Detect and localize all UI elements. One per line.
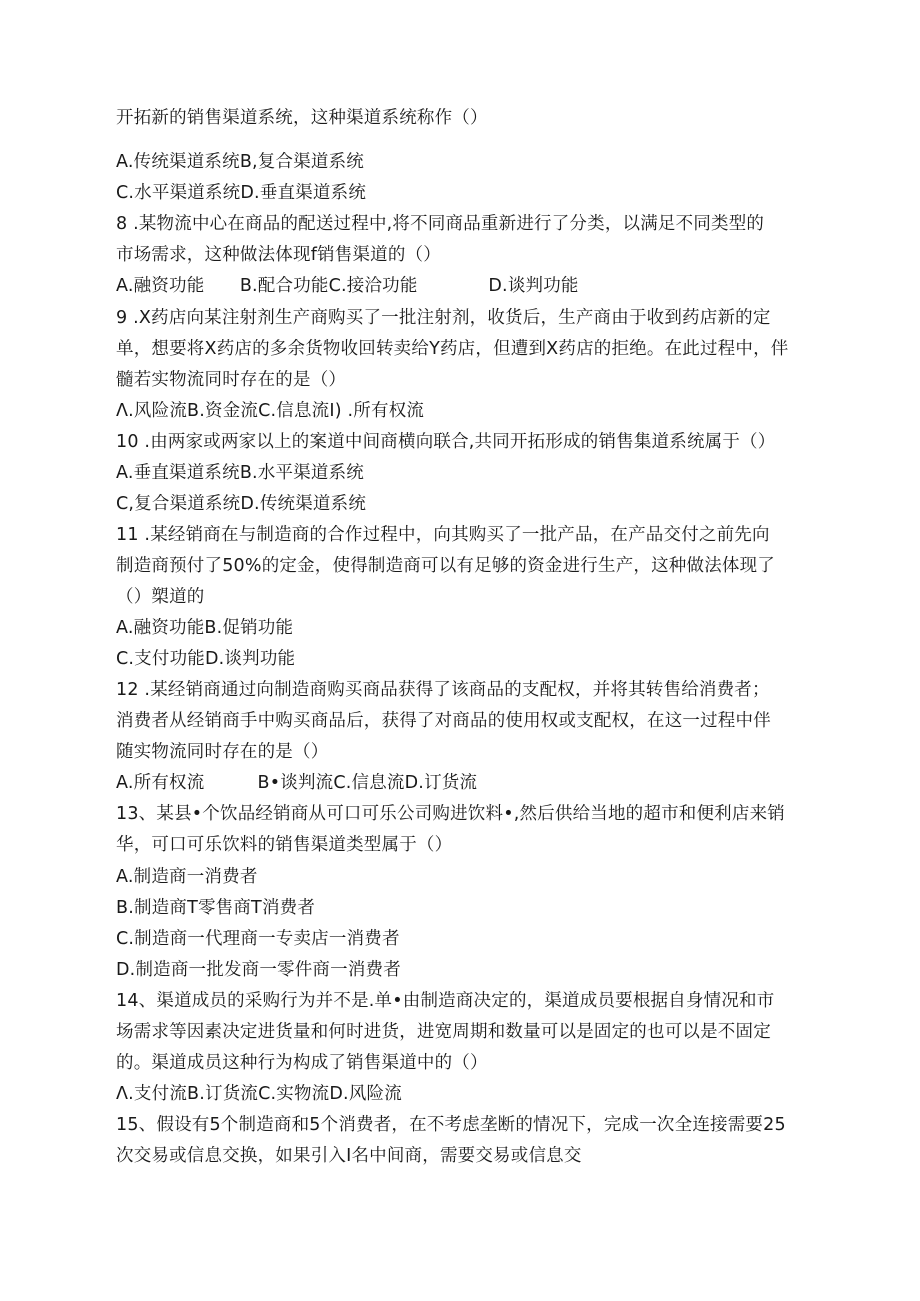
question-8: 8 .某物流中心在商品的配送过程中,将不同商品重新进行了分类，以满足不同类型的 (116, 214, 765, 234)
option-line: C,复合渠道系统D.传统渠道系统 (116, 494, 367, 514)
text-line: 的。渠道成员这种行为构成了销售渠道中的（） (116, 1053, 488, 1073)
option-line: C.制造商一代理商一专卖店一消费者 (116, 929, 400, 949)
text-line: 制造商预付了50%的定金，使得制造商可以有足够的资金进行生产，这种做法体现了 (116, 556, 775, 576)
question-14: 14、渠道成员的采购行为并不是.单•由制造商决定的，渠道成员要根据自身情况和市 (116, 991, 775, 1011)
text-line: 场需求等因素决定进货量和何时进货，进宽周期和数量可以是固定的也可以是不固定 (116, 1022, 771, 1042)
question-13: 13、某县•个饮品经销商从可口可乐公司购进饮料•,然后供给当地的超市和便利店来销 (116, 804, 785, 824)
option-line: Λ.支付流B.订货流C.实物流D.风险流 (116, 1084, 402, 1104)
option-line: C.支付功能D.谈判功能 (116, 649, 296, 669)
text-line: 髓若实物流同时存在的是（） (116, 370, 347, 390)
option-line: A.所有权流 B•谈判流C.信息流D.订货流 (116, 773, 478, 793)
option-line: A.融资功能B.促销功能 (116, 618, 294, 638)
question-15: 15、假设有5个制造商和5个消费者，在不考虑垄断的情况下，完成一次全连接需要25 (116, 1115, 786, 1135)
text-line: 开拓新的销售渠道系统，这种渠道系统称作（） (116, 108, 488, 128)
question-9: 9 .X药店向某注射剂生产商购买了一批注射剂，收货后，生产商由于收到药店新的定 (116, 308, 771, 328)
option-line: A.融资功能 B.配合功能C.接洽功能 D.谈判功能 (116, 276, 579, 296)
text-line: 随实物流同时存在的是（） (116, 742, 329, 762)
question-10: 10 .由两家或两家以上的案道中间商横向联合,共同开拓形成的销售集道系统属于（） (116, 432, 776, 452)
question-11: 11 .某经销商在与制造商的合作过程中，向其购买了一批产品，在产品交付之前先向 (116, 525, 770, 545)
text-line: 次交易或信息交换，如果引入I名中间商，需要交易或信息交 (116, 1146, 582, 1166)
text-line: 华，可口可乐饮料的销售渠道类型属于（） (116, 835, 453, 855)
option-line: A.制造商一消费者 (116, 867, 258, 887)
text-line: 市场需求，这种做法体现f销售渠道的（） (116, 245, 441, 265)
option-line: B.制造商T零售商T消费者 (116, 898, 316, 918)
option-line: Λ.风险流B.资金流C.信息流I) .所有权流 (116, 401, 425, 421)
option-line: D.制造商一批发商一零件商一消费者 (116, 960, 401, 980)
question-12: 12 .某经销商通过向制造商购买商品获得了该商品的支配权，并将其转售给消费者； (116, 680, 770, 700)
option-line: A.垂直渠道系统B.水平渠道系统 (116, 463, 364, 483)
option-line: A.传统渠道系统B,复合渠道系统 (116, 152, 364, 172)
text-line: 单，想要将X药店的多余货物收回转卖给Y药店，但遭到X药店的拒绝。在此过程中，伴 (116, 339, 789, 359)
text-line: （）槊道的 (116, 587, 205, 607)
text-line: 消费者从经销商手中购买商品后，获得了对商品的使用权或支配权，在这一过程中伴 (116, 711, 771, 731)
option-line: C.水平渠道系统D.垂直渠道系统 (116, 183, 367, 203)
